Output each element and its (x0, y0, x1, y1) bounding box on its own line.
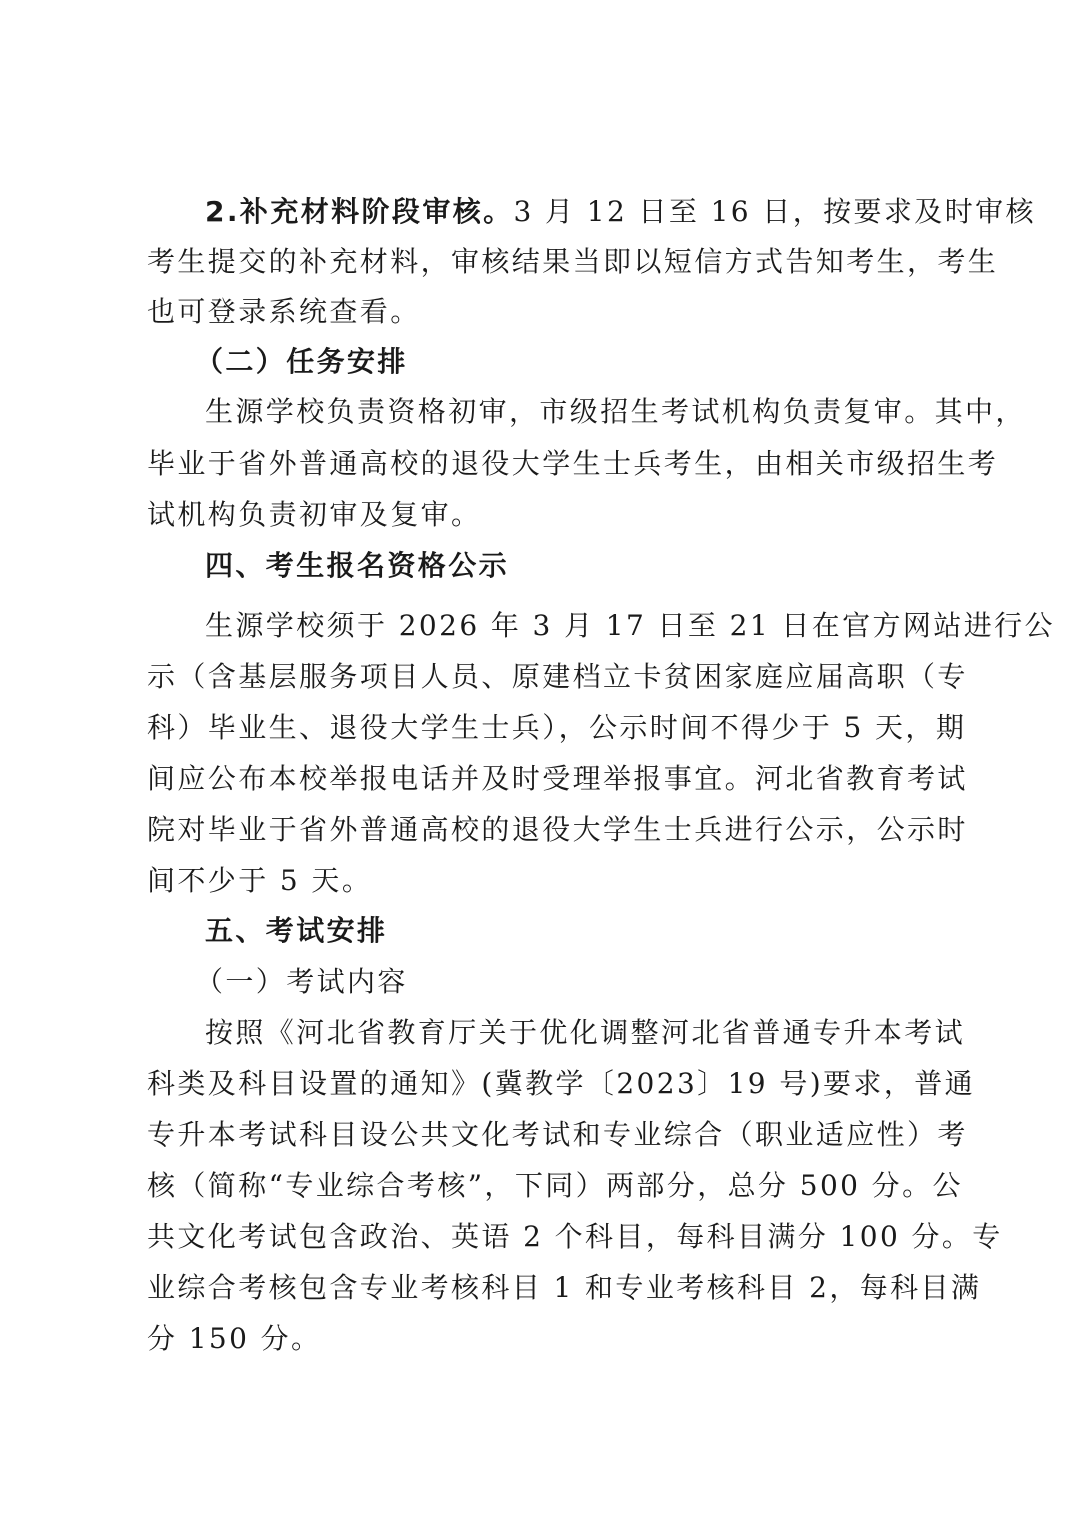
para-4-line-4: 间应公布本校举报电话并及时受理举报事宜。河北省教育考试 (147, 762, 968, 795)
heading-section-4: 四、考生报名资格公示 (205, 549, 510, 582)
para-5-line-6: 业综合考核包含专业考核科目 1 和专业考核科目 2，每科目满 (147, 1271, 982, 1304)
para-2-line-3: 也可登录系统查看。 (147, 295, 421, 328)
para-2-line-1-rest: 3 月 12 日至 16 日，按要求及时审核 (513, 195, 1036, 228)
para-5-line-2: 科类及科目设置的通知》(冀教学〔2023〕19 号)要求，普通 (147, 1067, 976, 1100)
para-task-line-1: 生源学校负责资格初审，市级招生考试机构负责复审。其中， (205, 395, 1026, 428)
para-4-line-1: 生源学校须于 2026 年 3 月 17 日至 21 日在官方网站进行公 (205, 609, 1055, 642)
para-5-line-7: 分 150 分。 (147, 1322, 322, 1355)
subheading-content: （一）考试内容 (195, 965, 408, 998)
para-task-line-2: 毕业于省外普通高校的退役大学生士兵考生，由相关市级招生考 (147, 447, 999, 480)
para-4-line-2: 示（含基层服务项目人员、原建档立卡贫困家庭应届高职（专 (147, 660, 968, 693)
para-4-line-5: 院对毕业于省外普通高校的退役大学生士兵进行公示，公示时 (147, 813, 968, 846)
para-2-line-1 (205, 195, 1036, 229)
para-5-line-5: 共文化考试包含政治、英语 2 个科目，每科目满分 100 分。专 (147, 1220, 1003, 1253)
para-5-line-3: 专升本考试科目设公共文化考试和专业综合（职业适应性）考 (147, 1118, 968, 1151)
para-2-lead: 2.补充材料阶段审核。 (205, 195, 514, 228)
heading-section-5: 五、考试安排 (205, 914, 388, 947)
para-4-line-6: 间不少于 5 天。 (147, 864, 373, 897)
para-4-line-3: 科）毕业生、退役大学生士兵），公示时间不得少于 5 天，期 (147, 711, 967, 744)
para-task-line-3: 试机构负责初审及复审。 (147, 498, 482, 531)
para-2-line-2: 考生提交的补充材料，审核结果当即以短信方式告知考生，考生 (147, 245, 999, 278)
para-5-line-4: 核（简称“专业综合考核”，下同）两部分，总分 500 分。公 (147, 1169, 963, 1202)
para-5-line-1: 按照《河北省教育厅关于优化调整河北省普通专升本考试 (205, 1016, 966, 1049)
subheading-task: （二）任务安排 (195, 345, 408, 378)
